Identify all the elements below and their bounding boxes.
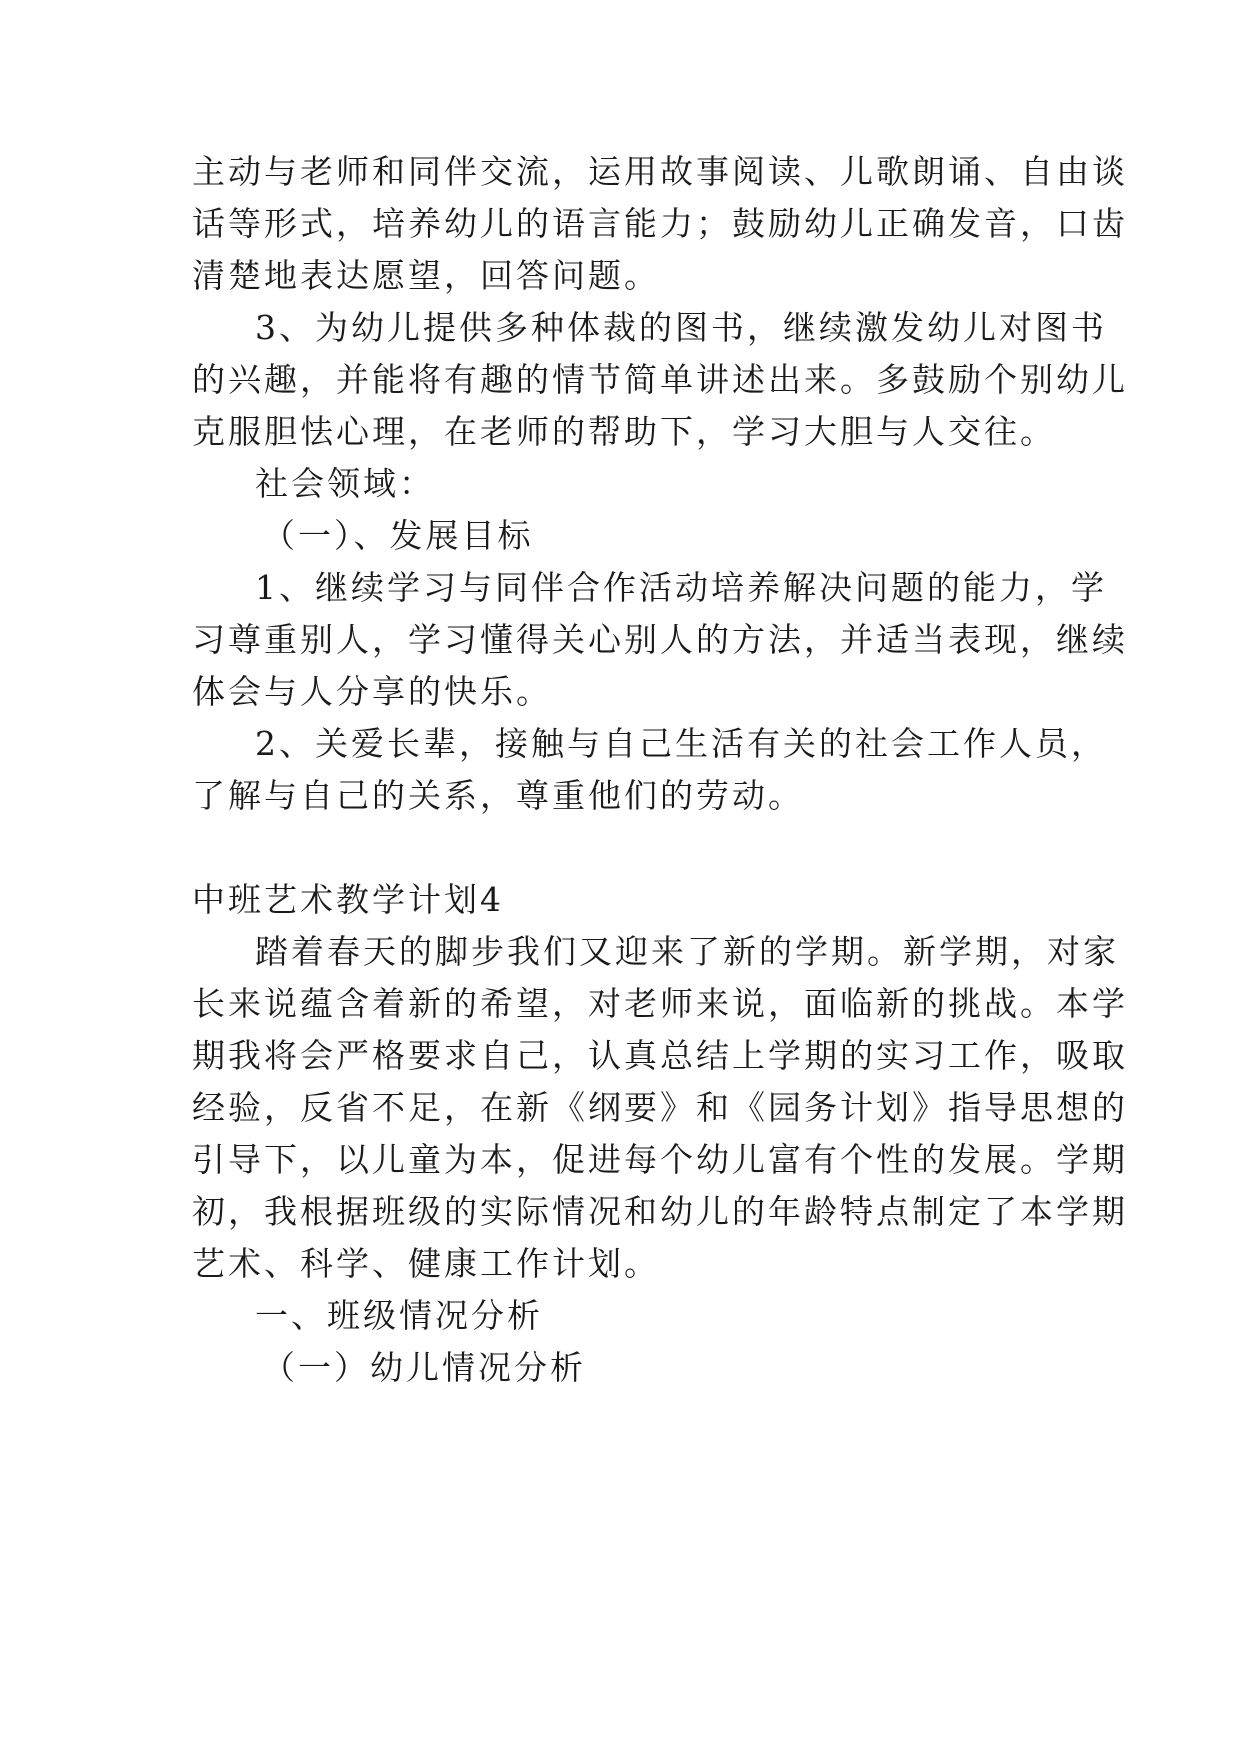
paragraph-line: 2、关爱长辈，接触与自己生活有关的社会工作人员， [255,724,1107,763]
paragraph-line: 主动与老师和同伴交流，运用故事阅读、儿歌朗诵、自由谈 [192,152,1128,191]
section-heading: 一、班级情况分析 [255,1296,543,1335]
document-title: 中班艺术教学计划4 [192,880,504,919]
subsection-heading: （一）、发展目标 [262,516,534,555]
paragraph-line: 长来说蕴含着新的希望，对老师来说，面临新的挑战。本学 [192,984,1128,1023]
paragraph-line: 1、继续学习与同伴合作活动培养解决问题的能力，学 [255,568,1107,607]
paragraph-line: 踏着春天的脚步我们又迎来了新的学期。新学期，对家 [255,932,1119,971]
paragraph-line: 期我将会严格要求自己，认真总结上学期的实习工作，吸取 [192,1036,1128,1075]
paragraph-line: 的兴趣，并能将有趣的情节简单讲述出来。多鼓励个别幼儿 [192,360,1128,399]
subsection-heading: （一）幼儿情况分析 [262,1348,586,1387]
paragraph-line: 习尊重别人，学习懂得关心别人的方法，并适当表现，继续 [192,620,1128,659]
paragraph-line: 话等形式，培养幼儿的语言能力；鼓励幼儿正确发音，口齿 [192,204,1128,243]
paragraph-line: 引导下，以儿童为本，促进每个幼儿富有个性的发展。学期 [192,1140,1128,1179]
paragraph-line: 克服胆怯心理，在老师的帮助下，学习大胆与人交往。 [192,412,1056,451]
paragraph-line: 经验，反省不足，在新《纲要》和《园务计划》指导思想的 [192,1088,1128,1127]
paragraph-line: 3、为幼儿提供多种体裁的图书，继续激发幼儿对图书 [255,308,1107,347]
paragraph-line: 初，我根据班级的实际情况和幼儿的年龄特点制定了本学期 [192,1192,1128,1231]
section-heading: 社会领域： [255,464,435,503]
paragraph-line: 了解与自己的关系，尊重他们的劳动。 [192,776,804,815]
paragraph-line: 艺术、科学、健康工作计划。 [192,1244,660,1283]
paragraph-line: 体会与人分享的快乐。 [192,672,552,711]
paragraph-line: 清楚地表达愿望，回答问题。 [192,256,660,295]
